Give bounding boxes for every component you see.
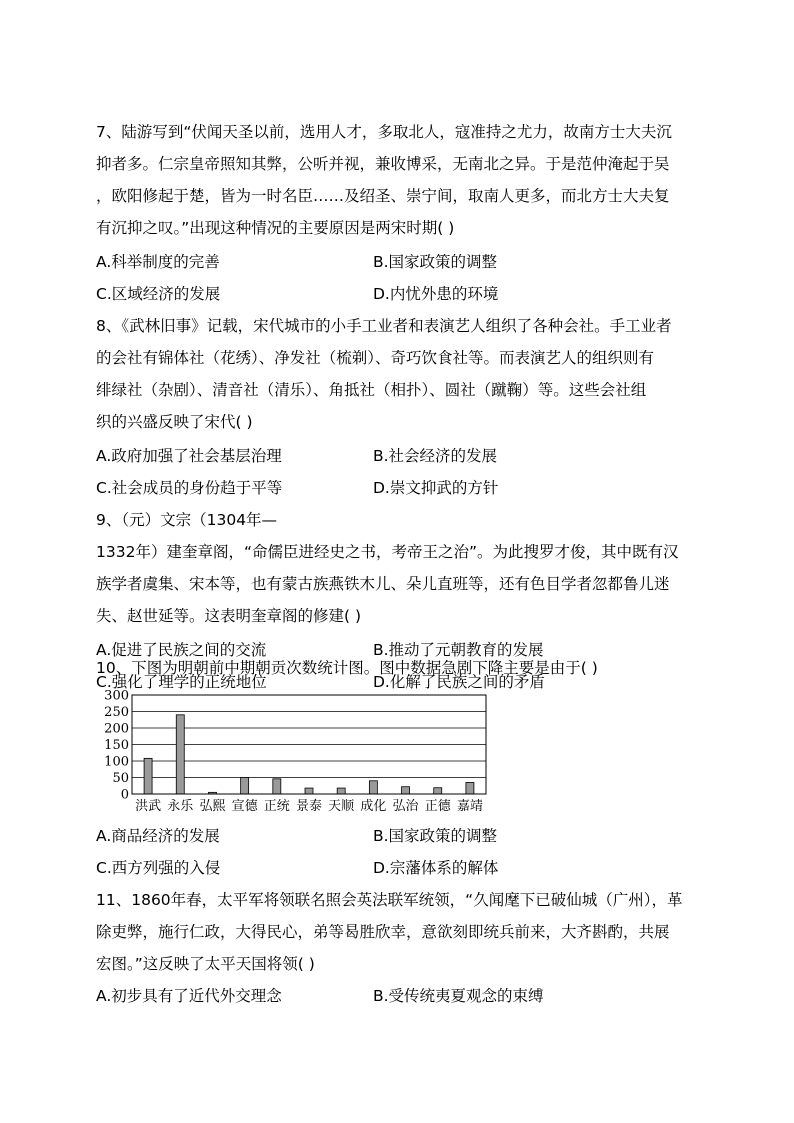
x-tick-label: 洪武 — [135, 799, 162, 814]
q9-line-4: 失、赵世延等。这表明奎章阁的修建( ) — [96, 607, 362, 625]
x-tick-label: 弘熙 — [199, 799, 226, 814]
q7-option-b[interactable]: B.国家政策的调整 — [373, 253, 498, 271]
bar — [144, 758, 152, 794]
q11-option-b[interactable]: B.受传统夷夏观念的束缚 — [373, 987, 544, 1005]
y-tick-label: 300 — [104, 688, 129, 704]
y-tick-label: 0 — [120, 787, 129, 803]
q10-option-d[interactable]: D.宗藩体系的解体 — [373, 859, 499, 877]
x-tick-label: 永乐 — [167, 799, 194, 814]
q7-line-3: ，欧阳修起于楚，皆为一时名臣……及绍圣、崇宁间，取南人更多，而北方士大夫复 — [96, 187, 670, 205]
bar — [402, 787, 410, 794]
x-tick-label: 正德 — [424, 799, 451, 814]
q11-line-3: 宏图。”这反映了太平天国将领( ) — [96, 955, 315, 973]
bar — [434, 788, 442, 794]
bar — [466, 782, 474, 794]
q9-line-2: 1332年）建奎章阁，“命儒臣进经史之书，考帝王之治”。为此搜罗才俊，其中既有汉 — [96, 543, 679, 561]
chart-x-ticks — [135, 798, 483, 814]
bar — [369, 781, 377, 794]
q7-line-2: 抑者多。仁宗皇帝照知其弊，公听并视，兼收博采，无南北之异。于是范仲淹起于吴 — [96, 155, 670, 173]
x-tick-label: 成化 — [360, 799, 387, 814]
q7-line-1: 7、陆游写到“伏闻天圣以前，选用人才，多取北人，寇准持之尤力，故南方士大夫沉 — [96, 123, 672, 141]
q8-option-c[interactable]: C.社会成员的身份趋于平等 — [96, 479, 283, 497]
x-tick-label: 弘治 — [392, 799, 419, 814]
x-tick-label: 宣德 — [231, 799, 258, 814]
chart-bars — [144, 715, 474, 794]
q8-line-1: 8、《武林旧事》记载，宋代城市的小手工业者和表演艺人组织了各种会社。手工业者 — [96, 317, 672, 335]
q8-line-4: 织的兴盛反映了宋代( ) — [96, 413, 253, 431]
q10-option-b[interactable]: B.国家政策的调整 — [373, 827, 498, 845]
q9-option-a[interactable]: A.促进了民族之间的交流 — [96, 641, 267, 659]
q8-line-3: 绯绿社（杂剧）、清音社（清乐）、角抵社（相扑）、圆社（蹴鞠）等。这些会社组 — [96, 381, 647, 399]
bar — [176, 715, 184, 794]
q10-option-a[interactable]: A.商品经济的发展 — [96, 827, 220, 845]
chart-y-ticks — [104, 689, 129, 803]
bar — [337, 788, 345, 794]
x-tick-label: 嘉靖 — [456, 799, 483, 814]
x-tick-label: 景泰 — [295, 799, 323, 814]
y-tick-label: 50 — [112, 771, 129, 786]
y-tick-label: 200 — [104, 721, 129, 737]
q9-option-b[interactable]: B.推动了元朝教育的发展 — [373, 641, 544, 659]
q7-option-a[interactable]: A.科举制度的完善 — [96, 253, 220, 271]
q8-option-b[interactable]: B.社会经济的发展 — [373, 447, 498, 465]
q7-option-d[interactable]: D.内忧外患的环境 — [373, 285, 499, 303]
x-tick-label: 天顺 — [328, 799, 355, 814]
q10-option-c[interactable]: C.西方列强的入侵 — [96, 859, 221, 877]
q11-option-a[interactable]: A.初步具有了近代外交理念 — [96, 987, 282, 1005]
q8-line-2: 的会社有锦体社（花绣）、净发社（梳剃）、奇巧饮食社等。而表演艺人的组织则有 — [96, 349, 655, 367]
q9-line-3: 族学者虞集、宋本等，也有蒙古族燕铁木儿、朵儿直班等，还有色目学者忽都鲁儿迷 — [96, 575, 670, 593]
q7-line-4: 有沉抑之叹。”出现这种情况的主要原因是两宋时期( ) — [96, 219, 455, 237]
bar — [273, 779, 281, 794]
q11-line-1: 11、1860年春，太平军将领联名照会英法联军统领，“久闻麾下已破仙城（广州），革 — [96, 891, 683, 909]
q10-line-1: 10、下图为明朝前中期朝贡次数统计图。图中数据急剧下降主要是由于( ) — [96, 659, 598, 677]
y-tick-label: 250 — [104, 705, 129, 720]
y-tick-label: 100 — [104, 754, 129, 770]
q9-option-d[interactable]: D.化解了民族之间的矛盾 — [373, 673, 545, 691]
tribute-bar-chart — [96, 688, 496, 816]
chart-svg — [96, 688, 496, 816]
q9-line-1: 9、（元）文宗（1304年— — [96, 511, 278, 529]
q8-option-a[interactable]: A.政府加强了社会基层治理 — [96, 447, 282, 465]
bar — [305, 788, 313, 794]
q9-option-c[interactable]: C.强化了理学的正统地位 — [96, 673, 267, 691]
x-tick-label: 正统 — [263, 799, 290, 814]
q11-line-2: 除吏弊，施行仁政，大得民心，弟等曷胜欣幸，意欲刻即统兵前来，大齐斟酌，共展 — [96, 923, 670, 941]
y-tick-label: 150 — [104, 738, 129, 753]
chart-grid — [132, 712, 486, 778]
q8-option-d[interactable]: D.崇文抑武的方针 — [373, 479, 499, 497]
q7-option-c[interactable]: C.区域经济的发展 — [96, 285, 221, 303]
bar — [241, 778, 249, 795]
